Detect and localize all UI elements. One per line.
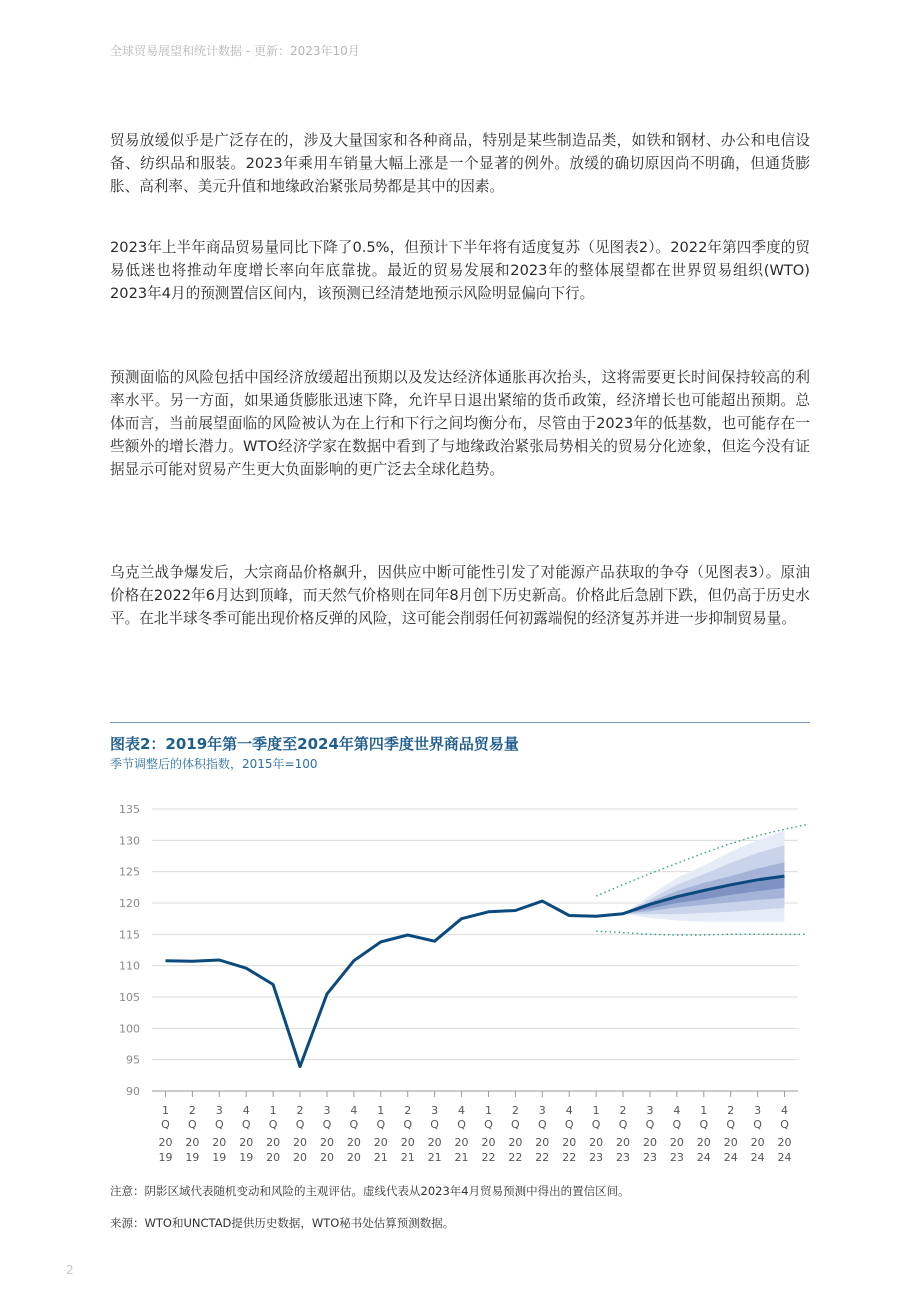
chart-source: 来源：WTO和UNCTAD提供历史数据，WTO秘书处估算预测数据。 <box>110 1216 455 1230</box>
x-label-quarter: 3 <box>431 1104 439 1117</box>
x-label-quarter: 3 <box>215 1104 223 1117</box>
y-tick-label: 90 <box>126 1085 140 1098</box>
x-label-q: Q <box>322 1118 332 1131</box>
x-label-year-hi: 20 <box>212 1136 227 1149</box>
x-label-year-lo: 21 <box>400 1151 415 1164</box>
x-label-quarter: 4 <box>458 1104 466 1117</box>
x-label-q: Q <box>161 1118 170 1131</box>
x-label-quarter: 1 <box>161 1104 169 1117</box>
x-label-quarter: 3 <box>754 1104 762 1117</box>
x-label-quarter: 3 <box>646 1104 654 1117</box>
y-tick-label: 125 <box>119 865 140 879</box>
y-tick-label: 115 <box>119 928 140 942</box>
x-label-q: Q <box>349 1118 359 1131</box>
y-tick-label: 110 <box>119 959 140 973</box>
x-label-quarter: 1 <box>700 1104 708 1117</box>
x-label-year-hi: 20 <box>239 1136 254 1149</box>
x-label-q: Q <box>511 1118 520 1131</box>
x-label-q: Q <box>645 1118 655 1131</box>
x-label-q: Q <box>780 1118 789 1131</box>
x-label-year-hi: 20 <box>293 1136 308 1149</box>
x-label-year-lo: 19 <box>158 1151 173 1164</box>
chart-divider <box>110 722 810 723</box>
x-label-year-hi: 20 <box>562 1136 577 1149</box>
x-label-year-lo: 20 <box>346 1151 361 1164</box>
x-label-year-hi: 20 <box>750 1136 765 1149</box>
y-tick-label: 135 <box>119 803 140 816</box>
y-tick-label: 95 <box>126 1053 140 1067</box>
trade-volume-chart <box>110 795 820 1170</box>
paragraph-2: 2023年上半年商品贸易量同比下降了0.5%，但预计下半年将有适度复苏（见图表2）。2022年第四季度的贸易低迷也将推动年度增长率向年底靠拢。最近的贸易发展和2023年的整体展望都在世界贸易组织(WTO) 2023年4月的预测置信区间内，该预测已经清楚地预示风险明显偏向下行。 <box>110 239 810 302</box>
x-label-year-hi: 20 <box>266 1136 281 1149</box>
x-label-year-hi: 20 <box>642 1136 657 1149</box>
x-label-q: Q <box>188 1118 197 1131</box>
y-tick-label: 130 <box>119 834 140 848</box>
x-label-year-lo: 24 <box>750 1151 765 1164</box>
x-label-year-lo: 21 <box>373 1151 388 1164</box>
x-label-year-hi: 20 <box>454 1136 469 1149</box>
x-label-quarter: 3 <box>323 1104 331 1117</box>
x-label-quarter: 1 <box>377 1104 385 1117</box>
x-label-year-hi: 20 <box>777 1136 792 1149</box>
x-label-year-lo: 21 <box>454 1151 469 1164</box>
x-label-quarter: 2 <box>619 1104 627 1117</box>
x-label-year-lo: 19 <box>212 1151 227 1164</box>
x-label-year-lo: 21 <box>427 1151 442 1164</box>
x-label-q: Q <box>268 1118 278 1131</box>
x-label-q: Q <box>214 1118 224 1131</box>
x-label-year-hi: 20 <box>508 1136 523 1149</box>
x-label-quarter: 4 <box>673 1104 681 1117</box>
x-label-year-lo: 19 <box>239 1151 254 1164</box>
x-label-year-lo: 19 <box>185 1151 200 1164</box>
x-label-year-hi: 20 <box>400 1136 415 1149</box>
y-tick-label: 105 <box>119 991 140 1004</box>
x-label-year-hi: 20 <box>669 1136 684 1149</box>
x-label-q: Q <box>753 1118 762 1131</box>
x-label-year-lo: 22 <box>535 1151 550 1164</box>
x-label-year-lo: 22 <box>508 1151 523 1164</box>
page-header: 全球贸易展望和统计数据 - 更新：2023年10月 <box>110 44 360 58</box>
x-label-q: Q <box>403 1118 413 1131</box>
x-label-q: Q <box>484 1118 493 1131</box>
x-label-q: Q <box>699 1118 709 1131</box>
x-label-year-hi: 20 <box>373 1136 388 1149</box>
chart-subtitle: 季节调整后的体积指数，2015年=100 <box>110 757 318 771</box>
x-label-year-lo: 22 <box>562 1151 577 1164</box>
x-label-year-lo: 24 <box>723 1151 738 1164</box>
x-label-q: Q <box>295 1118 305 1131</box>
x-label-q: Q <box>457 1118 466 1131</box>
x-label-year-lo: 20 <box>293 1151 308 1164</box>
x-label-q: Q <box>241 1118 251 1131</box>
chart-title: 图表2：2019年第一季度至2024年第四季度世界商品贸易量 <box>110 735 519 753</box>
x-label-q: Q <box>537 1118 547 1131</box>
x-label-year-hi: 20 <box>696 1136 711 1149</box>
x-label-year-hi: 20 <box>185 1136 200 1149</box>
x-label-year-lo: 23 <box>642 1151 657 1164</box>
x-label-year-hi: 20 <box>723 1136 738 1149</box>
x-label-quarter: 2 <box>511 1104 519 1117</box>
x-label-q: Q <box>672 1118 682 1131</box>
x-label-quarter: 4 <box>781 1104 789 1117</box>
x-label-quarter: 4 <box>350 1104 358 1117</box>
x-label-year-hi: 20 <box>589 1136 604 1149</box>
chart-note: 注意：阴影区域代表随机变动和风险的主观评估。虚线代表从2023年4月贸易预测中得出的置信区间。 <box>110 1184 630 1198</box>
x-label-quarter: 2 <box>188 1104 196 1117</box>
page-number: 2 <box>66 1263 74 1277</box>
x-label-q: Q <box>591 1118 601 1131</box>
x-label-year-lo: 23 <box>616 1151 631 1164</box>
x-label-q: Q <box>618 1118 628 1131</box>
x-label-quarter: 3 <box>538 1104 546 1117</box>
x-label-year-lo: 22 <box>481 1151 496 1164</box>
x-label-quarter: 4 <box>565 1104 573 1117</box>
x-label-year-lo: 24 <box>777 1151 792 1164</box>
x-label-q: Q <box>564 1118 574 1131</box>
paragraph-3: 预测面临的风险包括中国经济放缓超出预期以及发达经济体通胀再次抬头，这将需要更长时间保持较高的利率水平。另一方面，如果通货膨胀迅速下降，允许早日退出紧缩的货币政策，经济增长也可能超出预期。总体而言，当前展望面临的风险被认为在上行和下行之间均衡分布，尽管由于2023年的低基数，也可能存在一些额外的增长潜力。WTO经济学家在数据中看到了与地缘政治紧张局势相关的贸易分化迹象，但迄今没有证据显示可能对贸易产生更大负面影响的更广泛去全球化趋势。 <box>110 369 810 478</box>
x-label-year-lo: 23 <box>669 1151 684 1164</box>
x-label-quarter: 1 <box>592 1104 600 1117</box>
x-label-year-hi: 20 <box>616 1136 631 1149</box>
x-label-quarter: 4 <box>242 1104 250 1117</box>
x-label-year-lo: 23 <box>589 1151 604 1164</box>
x-label-year-lo: 20 <box>319 1151 334 1164</box>
paragraph-4: 乌克兰战争爆发后，大宗商品价格飙升，因供应中断可能性引发了对能源产品获取的争夺（见图表3）。原油价格在2022年6月达到顶峰，而天然气价格则在同年8月创下历史新高。价格此后急剧下跌，但仍高于历史水平。在北半球冬季可能出现价格反弹的风险，这可能会削弱任何初露端倪的经济复苏并进一步抑制贸易量。 <box>110 564 810 627</box>
x-label-year-hi: 20 <box>319 1136 334 1149</box>
x-label-year-lo: 20 <box>266 1151 281 1164</box>
x-label-quarter: 2 <box>727 1104 735 1117</box>
paragraph-1: 贸易放缓似乎是广泛存在的，涉及大量国家和各种商品，特别是某些制造品类，如铁和钢材、办公和电信设备、纺织品和服装。2023年乘用车销量大幅上涨是一个显著的例外。放缓的确切原因尚不明确，但通货膨胀、高利率、美元升值和地缘政治紧张局势都是其中的因素。 <box>110 132 810 195</box>
x-label-q: Q <box>430 1118 439 1131</box>
x-label-year-hi: 20 <box>535 1136 550 1149</box>
x-label-q: Q <box>726 1118 736 1131</box>
x-label-quarter: 1 <box>484 1104 492 1117</box>
x-label-year-hi: 20 <box>481 1136 496 1149</box>
y-tick-label: 120 <box>119 897 140 910</box>
x-label-year-hi: 20 <box>427 1136 442 1149</box>
x-label-quarter: 2 <box>404 1104 412 1117</box>
x-label-year-hi: 20 <box>346 1136 361 1149</box>
y-tick-label: 100 <box>119 1022 140 1036</box>
x-label-q: Q <box>376 1118 386 1131</box>
x-label-year-lo: 24 <box>696 1151 711 1164</box>
x-label-year-hi: 20 <box>158 1136 173 1149</box>
x-label-quarter: 1 <box>269 1104 277 1117</box>
x-label-quarter: 2 <box>296 1104 304 1117</box>
